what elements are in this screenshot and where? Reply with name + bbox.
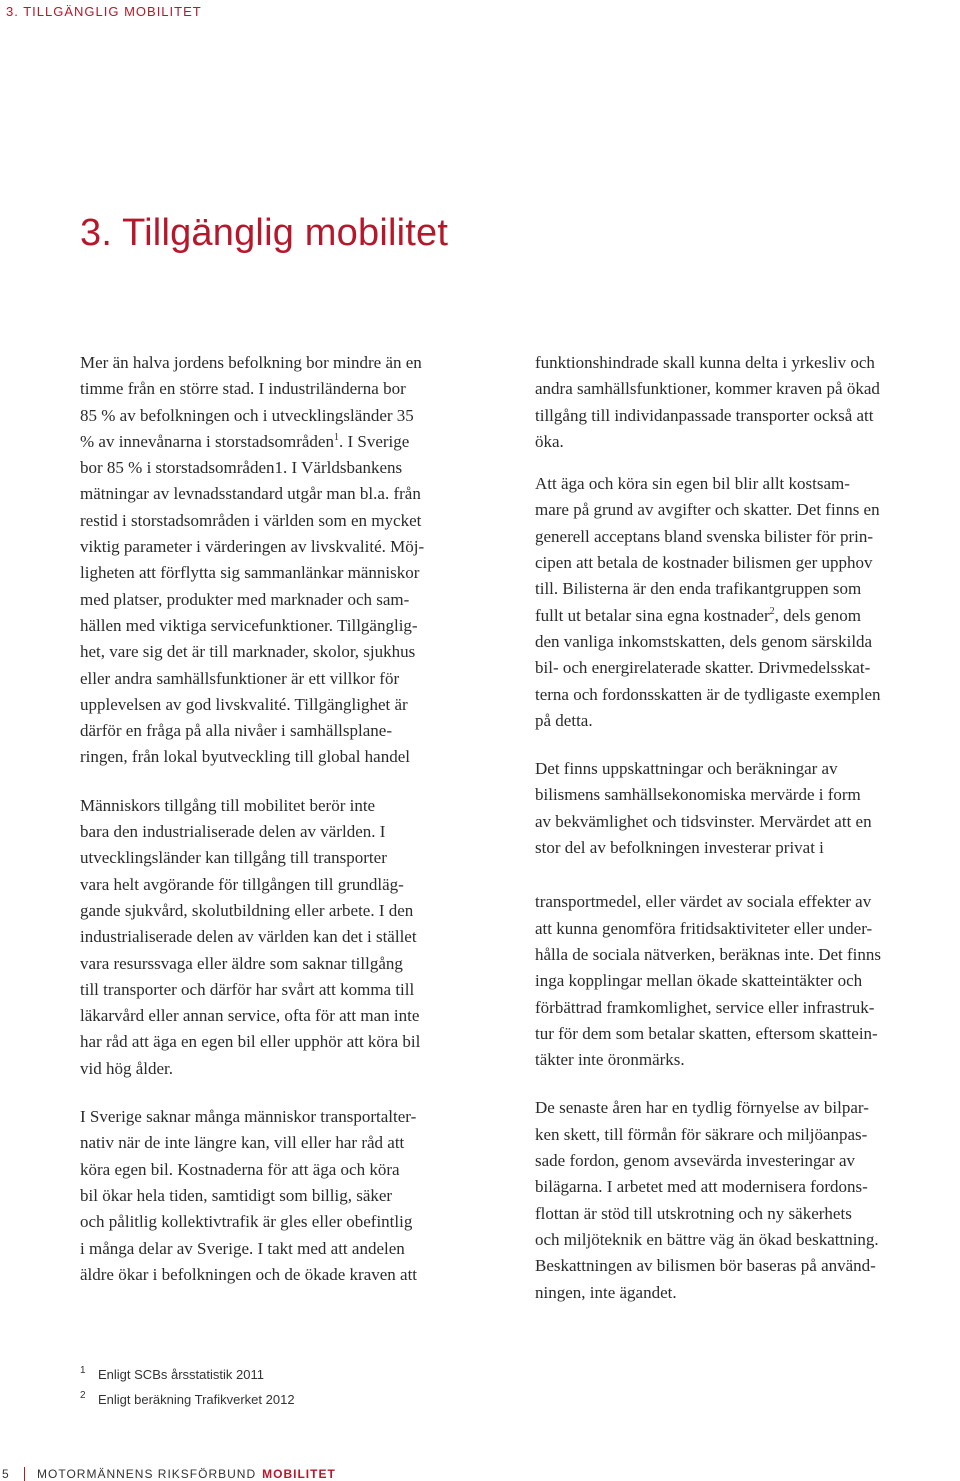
text-line: bil- och energirelaterade skatter. Drivmedelsskat- (535, 658, 871, 678)
footnote-number: 1 (80, 1365, 86, 1376)
text-line: därför en fråga på alla nivåer i samhällsplane- (80, 721, 392, 741)
text-line: och pålitlig kollektivtrafik är gles eller obefintlig (80, 1212, 413, 1232)
paragraph (535, 471, 960, 734)
text-line: het, vare sig det är till marknader, skolor, sjukhus (80, 642, 416, 662)
footnote-text: Enligt SCBs årsstatistik 2011 (98, 1367, 264, 1382)
text-line: äldre ökar i befolkningen och de ökade kraven att (80, 1264, 418, 1284)
text-line: andra samhällsfunktioner, kommer kraven på ökad (535, 379, 880, 399)
text-line: ningen, inte ägandet. (535, 1282, 677, 1302)
text-line: timme från en större stad. I industriländerna bor (80, 379, 406, 399)
text-line: täkter inte öronmärks. (535, 1050, 685, 1070)
text-line: Det finns uppskattningar och beräkningar av (535, 759, 838, 779)
footer-organization: MOTORMÄNNENS RIKSFÖRBUND (37, 1467, 257, 1481)
text-line: mare på grund av avgifter och skatter. Det finns en (535, 500, 880, 520)
text-line: Beskattningen av bilismen bör baseras på använd- (535, 1256, 876, 1276)
text-line: flottan är stöd till utskrotning och ny säkerhets (535, 1203, 852, 1223)
paragraph (535, 889, 960, 1073)
text-line: köra egen bil. Kostnaderna för att äga och köra (80, 1159, 400, 1179)
text-line: vid hög ålder. (80, 1058, 174, 1078)
text-line: utvecklingsländer kan tillgång till transporter (80, 848, 387, 868)
chapter-title: 3. Tillgänglig mobilitet (80, 212, 449, 254)
text-line: stor del av befolkningen investerar privat i (535, 838, 824, 858)
footnote-text: Enligt beräkning Trafikverket 2012 (98, 1392, 295, 1407)
text-line: tur för dem som betalar skatten, eftersom skattein- (535, 1023, 878, 1043)
text-line: inga kopplingar mellan ökade skatteintäkter och (535, 971, 863, 991)
text-line: bil ökar hela tiden, samtidigt som billig, säker (80, 1185, 393, 1205)
left-column (80, 350, 505, 1288)
footnote (80, 1387, 295, 1412)
text-line: terna och fordonsskatten är de tydligaste exemplen (535, 684, 881, 704)
text-line: med platser, produkter med marknader och sam- (80, 589, 410, 609)
paragraph (535, 350, 960, 455)
footnote-ref: 1 (333, 431, 339, 443)
text-line: av bekvämlighet och tidsvinster. Mervärdet att en (535, 811, 872, 831)
text-line: industrialiserade delen av världen kan det i stället (80, 927, 417, 947)
text-line: hällen med viktiga servicefunktioner. Tillgänglig- (80, 615, 418, 635)
text-line: Människors tillgång till mobilitet berör inte (80, 795, 376, 815)
text-line: Mer än halva jordens befolkning bor mindre än en (80, 353, 422, 372)
text-line: bara den industrialiserade delen av världen. I (80, 822, 386, 842)
footer-divider (24, 1467, 25, 1481)
text-line: till. Bilisterna är den enda trafikantgruppen som (535, 579, 862, 599)
page-number: 5 (2, 1467, 10, 1481)
text-line: generell acceptans bland svenska bilister för prin- (535, 526, 873, 546)
text-line: funktionshindrade skall kunna delta i yrkesliv och (535, 353, 875, 372)
running-header: 3. TILLGÄNGLIG MOBILITET (6, 4, 202, 19)
text-line: ligheten att förflytta sig sammanlänkar människor (80, 563, 420, 583)
text-line: hålla de sociala nätverken, beräknas inte. Det finns (535, 944, 882, 964)
text-line: De senaste åren har en tydlig förnyelse av bilpar- (535, 1098, 869, 1118)
footnote-number: 2 (80, 1390, 86, 1401)
text-line: viktig parameter i värderingen av livskvalité. Möj- (80, 537, 425, 557)
text-line: vara helt avgörande för tillgången till grundläg- (80, 874, 404, 894)
text-line: att kunna genomföra fritidsaktiviteter eller under- (535, 918, 873, 938)
text-line: till transporter och därför har svårt att komma till (80, 979, 415, 999)
text-line: har råd att äga en egen bil eller upphör att köra bil (80, 1032, 421, 1052)
footnote-ref: 2 (769, 605, 775, 617)
text-line: den vanliga inkomstskatten, dels genom särskilda (535, 631, 873, 651)
text-line: Att äga och köra sin egen bil blir allt kostsam- (535, 474, 850, 494)
text-line: sade fordon, genom avsevärda investeringar av (535, 1151, 856, 1171)
paragraph (535, 756, 960, 861)
text-line: ken skett, till förmån för säkrare och miljöanpas- (535, 1124, 868, 1144)
right-column (535, 350, 960, 1306)
text-line: mätningar av levnadsstandard utgår man bl.a. från (80, 484, 421, 504)
paragraph (80, 1104, 505, 1288)
text-line: och miljöteknik en bättre väg än ökad beskattning. (535, 1229, 879, 1249)
footnote (80, 1362, 295, 1387)
text-line: 85 % av befolkningen och i utvecklingsländer 35 (80, 405, 414, 425)
text-line: bilismens samhällsekonomiska mervärde i form (535, 785, 861, 805)
paragraph (80, 793, 505, 1082)
footnotes (80, 1362, 295, 1412)
text-line: % av innevånarna i storstadsområden$^1$. I Sverige (80, 431, 410, 451)
text-line: förbättrad framkomlighet, service eller infrastruk- (535, 997, 875, 1017)
text-line: gande sjukvård, skolutbildning eller arbete. I den (80, 900, 414, 920)
text-line: tillgång till individanpassade transporter också att (535, 405, 874, 425)
text-line: restid i storstadsområden i världen som en mycket (80, 510, 422, 530)
text-line: cipen att betala de kostnader bilismen ger upphov (535, 553, 873, 573)
text-line: I Sverige saknar många människor transportalter- (80, 1107, 417, 1127)
paragraph (80, 350, 505, 771)
text-line: upplevelsen av god livskvalité. Tillgänglighet är (80, 694, 408, 714)
text-line: fullt ut betalar sina egna kostnader$^2$, dels genom (535, 605, 862, 625)
text-line: nativ när de inte längre kan, vill eller har råd att (80, 1133, 405, 1153)
text-line: transportmedel, eller värdet av sociala effekter av (535, 892, 872, 912)
text-line: öka. (535, 431, 564, 451)
text-line: bor 85 % i storstadsområden1. I Världsbankens (80, 458, 403, 478)
text-line: bilägarna. I arbetet med att modernisera fordons- (535, 1177, 868, 1197)
page-footer (0, 1467, 336, 1481)
paragraph (535, 1095, 960, 1305)
text-line: läkarvård eller annan service, ofta för att man inte (80, 1006, 420, 1026)
text-line: ringen, från lokal byutveckling till global handel (80, 747, 410, 767)
text-line: på detta. (535, 710, 593, 730)
footer-brand: MOBILITET (262, 1467, 336, 1481)
text-line: eller andra samhällsfunktioner är ett villkor för (80, 668, 400, 688)
text-line: vara resurssvaga eller äldre som saknar tillgång (80, 953, 403, 973)
text-line: i många delar av Sverige. I takt med att andelen (80, 1238, 405, 1258)
